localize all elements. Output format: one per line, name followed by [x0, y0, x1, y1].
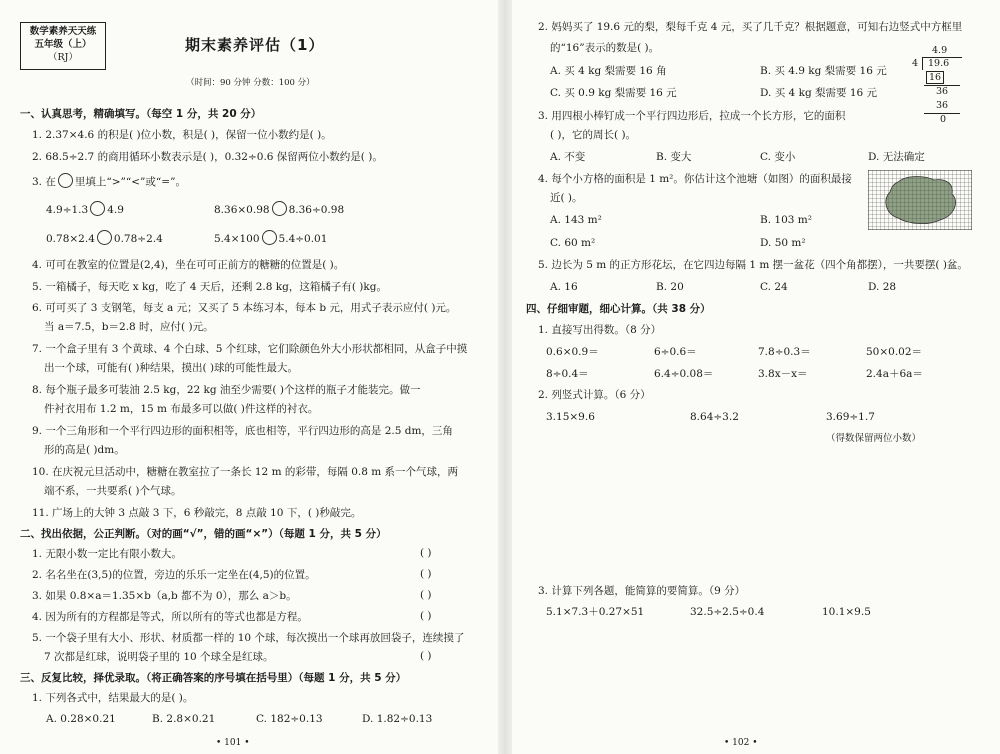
q10-text-line1: 10. 在庆祝元旦活动中，糖糖在教室拉了一条长 12 m 的彩带，每隔 0.8 m 系一个气球，两	[32, 466, 459, 478]
section-3-heading: 三、反复比较，择优录取。（将正确答案的序号填在括号里）（每题 1 分，共 5 分）	[20, 672, 407, 684]
q7-text-line2: 出一个球，可能有( )种结果，摸出( )球的可能性最大。	[44, 362, 299, 374]
compare-item-4	[214, 230, 327, 246]
compare-right: 4.9	[107, 204, 124, 216]
mc-1-option-c[interactable]: C. 182÷0.13	[256, 713, 323, 725]
judge-3-answer[interactable]: ( )	[420, 589, 432, 601]
mc-3-option-c[interactable]: C. 变小	[760, 151, 796, 163]
mc-1-option-b[interactable]: B. 2.8×0.21	[152, 713, 216, 725]
compare-left: 0.78×2.4	[46, 233, 95, 245]
compare-circle-icon	[58, 173, 73, 188]
badge-line-3: （RJ）	[48, 52, 78, 63]
mc-2-text-line1: 2. 妈妈买了 19.6 元的梨，梨每千克 4 元，买了几千克？根据题意，可知右边竖式中方框里	[538, 21, 963, 33]
judge-5-text-line2: 7 次都是红球，说明袋子里的 10 个球全是红球。	[44, 651, 274, 663]
series-badge	[20, 22, 106, 70]
compare-item-2	[214, 201, 344, 217]
mc-3-option-b[interactable]: B. 变大	[656, 151, 692, 163]
calc-1-item: 3.8x－x＝	[758, 368, 808, 380]
calc-1-item: 50×0.02＝	[866, 346, 923, 358]
mc-5-option-d[interactable]: D. 28	[868, 281, 897, 293]
q8-text-line2: 件衬衣用布 1.2 m，15 m 布最多可以做( )件这样的衬衣。	[44, 403, 319, 415]
calc-1-item: 6.4÷0.08＝	[654, 368, 714, 380]
division-quotient: 4.9	[932, 45, 948, 56]
page-gutter	[498, 0, 512, 754]
page-title: 期末素养评估（1）	[185, 36, 325, 54]
mc-2-option-b[interactable]: B. 买 4.9 kg 梨需要 16 元	[760, 65, 887, 77]
calc-1-item: 0.6×0.9＝	[546, 346, 599, 358]
right-page	[512, 0, 1000, 754]
mc-1-option-a[interactable]: A. 0.28×0.21	[46, 713, 116, 725]
judge-1-text: 1. 无限小数一定比有限小数大。	[32, 548, 182, 560]
mc-5-option-a[interactable]: A. 16	[550, 281, 578, 293]
mc-4-text-line1: 4. 每个小方格的面积是 1 m²。你估计这个池塘（如图）的面积最接	[538, 173, 852, 185]
mc-3-text-line2: ( )，它的周长( )。	[550, 129, 637, 141]
judge-5-text-line1: 5. 一个袋子里有大小、形状、材质都一样的 10 个球，每次摸出一个球再放回袋子，连续摸了	[32, 632, 465, 644]
page-number: • 101 •	[216, 738, 250, 748]
mc-1-text: 1. 下列各式中，结果最大的是( )。	[32, 692, 194, 704]
q5-text: 5. 一箱橘子，每天吃 x kg，吃了 4 天后，还剩 2.8 kg，这箱橘子有( )kg。	[32, 281, 387, 293]
pond-grid-figure	[868, 170, 972, 230]
compare-circle-icon[interactable]	[262, 230, 277, 245]
compare-left: 5.4×100	[214, 233, 260, 245]
judge-3-text: 3. 如果 0.8×a＝1.35×b（a,b 都不为 0），那么 a＞b。	[32, 590, 297, 602]
calc-1-item: 6÷0.6＝	[654, 346, 697, 358]
calc-2-heading: 2. 列竖式计算。（6 分）	[538, 389, 651, 401]
judge-4-answer[interactable]: ( )	[420, 610, 432, 622]
calc-3-item: 10.1×9.5	[822, 606, 871, 618]
mc-5-option-c[interactable]: C. 24	[760, 281, 788, 293]
mc-4-option-d[interactable]: D. 50 m²	[760, 237, 806, 249]
q6-text-line2: 当 a＝7.5，b＝2.8 时，应付( )元。	[44, 321, 214, 333]
q7-text-line1: 7. 一个盒子里有 3 个黄球、4 个白球、5 个红球，它们除颜色外大小形状都相同，从盒子中摸	[32, 343, 468, 355]
division-divisor: 4	[912, 58, 919, 69]
division-remainder-2: 36	[936, 100, 949, 111]
judge-5-answer[interactable]: ( )	[420, 650, 432, 662]
compare-left: 4.9÷1.3	[46, 204, 89, 216]
compare-right: 0.78÷2.4	[113, 233, 163, 245]
compare-circle-icon[interactable]	[90, 201, 105, 216]
calc-2-item: 8.64÷3.2	[690, 411, 739, 423]
calc-2-note: （得数保留两位小数）	[826, 433, 922, 444]
division-dividend: 19.6	[928, 58, 950, 69]
mc-2-option-d[interactable]: D. 买 4 kg 梨需要 16 元	[760, 87, 878, 99]
left-page	[0, 0, 498, 754]
q2-text: 2. 68.5÷2.7 的商用循环小数表示是( )，0.32÷0.6 保留两位小数约是( )。	[32, 151, 383, 163]
q9-text-line1: 9. 一个三角形和一个平行四边形的面积相等，底也相等，平行四边形的高是 2.5 dm，三角	[32, 425, 453, 437]
grid-squares	[868, 170, 972, 230]
compare-left: 8.36×0.98	[214, 204, 270, 216]
mc-3-text-line1: 3. 用四根小棒钉成一个平行四边形后，拉成一个长方形，它的面积	[538, 110, 846, 122]
page-number: • 102 •	[724, 738, 758, 748]
mc-5-text: 5. 边长为 5 m 的正方形花坛，在它四边每隔 1 m 摆一盆花（四个角都摆），一共要摆( )盆。	[538, 259, 968, 271]
division-remainder-final: 0	[940, 114, 947, 125]
mc-2-option-c[interactable]: C. 买 0.9 kg 梨需要 16 元	[550, 87, 677, 99]
mc-3-option-d[interactable]: D. 无法确定	[868, 151, 925, 163]
exam-info: （时间：90 分钟 分数：100 分）	[186, 78, 315, 88]
q3-tail: 里填上“>”“<”或“=”。	[74, 176, 186, 188]
q1-text: 1. 2.37×4.6 的积是( )位小数，积是( )，保留一位小数约是( )。	[32, 129, 332, 141]
badge-line-1: 数学素养天天练	[29, 26, 97, 37]
judge-4-text: 4. 因为所有的方程都是等式，所以所有的等式也都是方程。	[32, 611, 308, 623]
calc-2-item: 3.15×9.6	[546, 411, 595, 423]
compare-circle-icon[interactable]	[272, 201, 287, 216]
mc-5-option-b[interactable]: B. 20	[656, 281, 684, 293]
judge-2-text: 2. 名名坐在(3,5)的位置，旁边的乐乐一定坐在(4,5)的位置。	[32, 569, 316, 581]
q3-text	[32, 173, 186, 189]
compare-right: 8.36÷0.98	[288, 204, 345, 216]
mc-4-option-c[interactable]: C. 60 m²	[550, 237, 596, 249]
calc-1-item: 2.4a＋6a＝	[866, 368, 923, 380]
judge-1-answer[interactable]: ( )	[420, 547, 432, 559]
compare-item-1	[46, 201, 124, 217]
q4-text: 4. 可可在教室的位置是(2,4)，坐在可可正前方的糖糖的位置是( )。	[32, 259, 345, 271]
calc-3-item: 5.1×7.3＋0.27×51	[546, 606, 645, 618]
calc-1-item: 7.8÷0.3＝	[758, 346, 811, 358]
mc-3-option-a[interactable]: A. 不变	[550, 151, 586, 163]
mc-2-option-a[interactable]: A. 买 4 kg 梨需要 16 角	[550, 65, 667, 77]
calc-3-item: 32.5÷2.5÷0.4	[690, 606, 765, 618]
mc-1-option-d[interactable]: D. 1.82÷0.13	[362, 713, 433, 725]
q8-text-line1: 8. 每个瓶子最多可装油 2.5 kg，22 kg 油至少需要( )个这样的瓶子才能装完。做一	[32, 384, 421, 396]
division-remainder-1: 36	[936, 86, 949, 97]
compare-right: 5.4÷0.01	[278, 233, 328, 245]
section-2-heading: 二、找出依据，公正判断。（对的画“√”，错的画“×”）（每题 1 分，共 5 分）	[20, 528, 387, 540]
mc-4-text-line2: 近( )。	[550, 192, 583, 204]
mc-4-option-a[interactable]: A. 143 m²	[550, 214, 602, 226]
compare-item-3	[46, 230, 163, 246]
judge-2-answer[interactable]: ( )	[420, 568, 432, 580]
mc-4-option-b[interactable]: B. 103 m²	[760, 214, 812, 226]
section-4-heading: 四、仔细审题，细心计算。（共 38 分）	[526, 303, 711, 315]
q10-text-line2: 端不系，一共要系( )个气球。	[44, 485, 182, 497]
calc-1-heading: 1. 直接写出得数。（8 分）	[538, 324, 662, 336]
division-bracket	[922, 57, 923, 70]
badge-line-2: 五年级（上）	[34, 39, 92, 50]
calc-2-item: 3.69÷1.7	[826, 411, 875, 423]
section-1-heading: 一、认真思考，精确填写。（每空 1 分，共 20 分）	[20, 108, 262, 120]
q9-text-line2: 形的高是( )dm。	[44, 444, 125, 456]
compare-circle-icon[interactable]	[97, 230, 112, 245]
q6-text-line1: 6. 可可买了 3 支钢笔，每支 a 元；又买了 5 本练习本，每本 b 元，用式子表示应付( )元。	[32, 302, 457, 314]
division-boxed-16: 16	[926, 71, 944, 84]
q3-lead: 3. 在	[32, 176, 56, 188]
calc-3-heading: 3. 计算下列各题，能简算的要简算。（9 分）	[538, 585, 746, 597]
calc-1-item: 8÷0.4＝	[546, 368, 589, 380]
mc-2-text-line2: 的“16”表示的数是( )。	[550, 42, 660, 54]
long-division-figure	[908, 44, 968, 126]
q11-text: 11. 广场上的大钟 3 点敲 3 下，6 秒敲完，8 点敲 10 下，( )秒敲完。	[32, 507, 362, 519]
